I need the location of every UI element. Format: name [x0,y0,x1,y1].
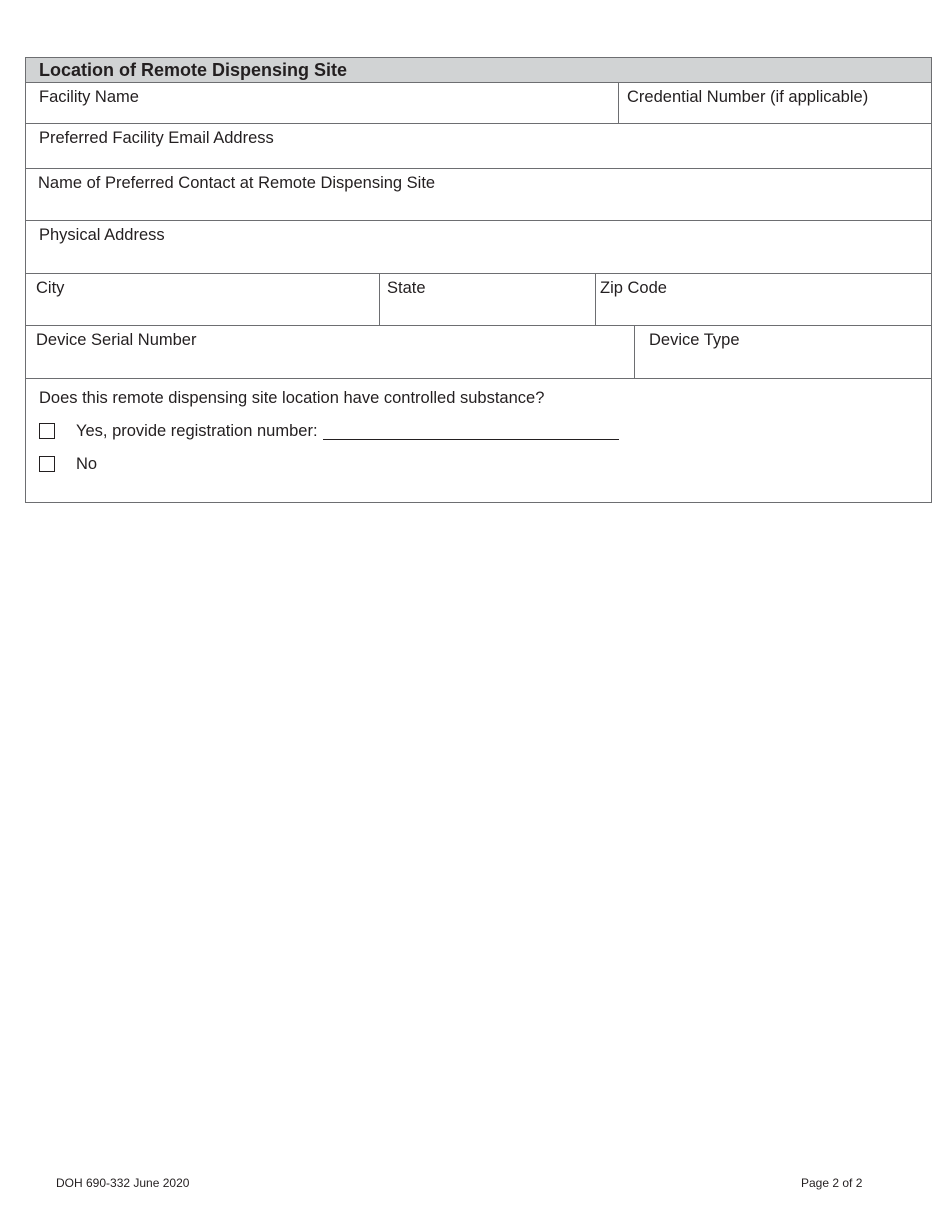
no-label: No [76,455,98,473]
facility-name-label: Facility Name [39,88,139,106]
state-field[interactable] [379,274,595,325]
device-serial-label: Device Serial Number [36,331,197,349]
contact-name-field[interactable] [26,169,931,220]
controlled-substance-section [26,379,931,502]
facility-name-field[interactable] [26,83,618,123]
facility-email-field[interactable] [26,124,931,168]
address-row [26,221,931,274]
section-title: Location of Remote Dispensing Site [26,58,931,83]
zip-code-field[interactable] [595,274,931,325]
contact-name-label: Name of Preferred Contact at Remote Dispensing Site [38,174,436,192]
no-checkbox[interactable] [39,456,55,472]
credential-number-label: Credential Number (if applicable) [627,88,869,106]
device-type-field[interactable] [634,326,931,378]
form-id: DOH 690-332 June 2020 [56,1176,190,1190]
facility-email-label: Preferred Facility Email Address [39,129,274,147]
device-row [26,326,931,379]
facility-row [26,83,931,124]
state-label: State [387,279,426,297]
credential-number-field[interactable] [618,83,931,123]
email-row [26,124,931,169]
yes-checkbox[interactable] [39,423,55,439]
physical-address-label: Physical Address [39,226,165,244]
controlled-substance-question: Does this remote dispensing site location have controlled substance? [39,389,545,407]
device-serial-field[interactable] [26,326,634,378]
yes-label: Yes, provide registration number: [76,422,318,440]
city-state-zip-row [26,274,931,326]
registration-number-input[interactable] [323,423,619,440]
contact-row [26,169,931,221]
physical-address-field[interactable] [26,221,931,273]
zip-code-label: Zip Code [600,279,667,297]
option-no [39,454,97,474]
page-number: Page 2 of 2 [801,1176,863,1190]
device-type-label: Device Type [649,331,740,349]
city-label: City [36,279,65,297]
remote-dispensing-site-form [25,57,932,503]
option-yes [39,421,619,441]
city-field[interactable] [26,274,379,325]
